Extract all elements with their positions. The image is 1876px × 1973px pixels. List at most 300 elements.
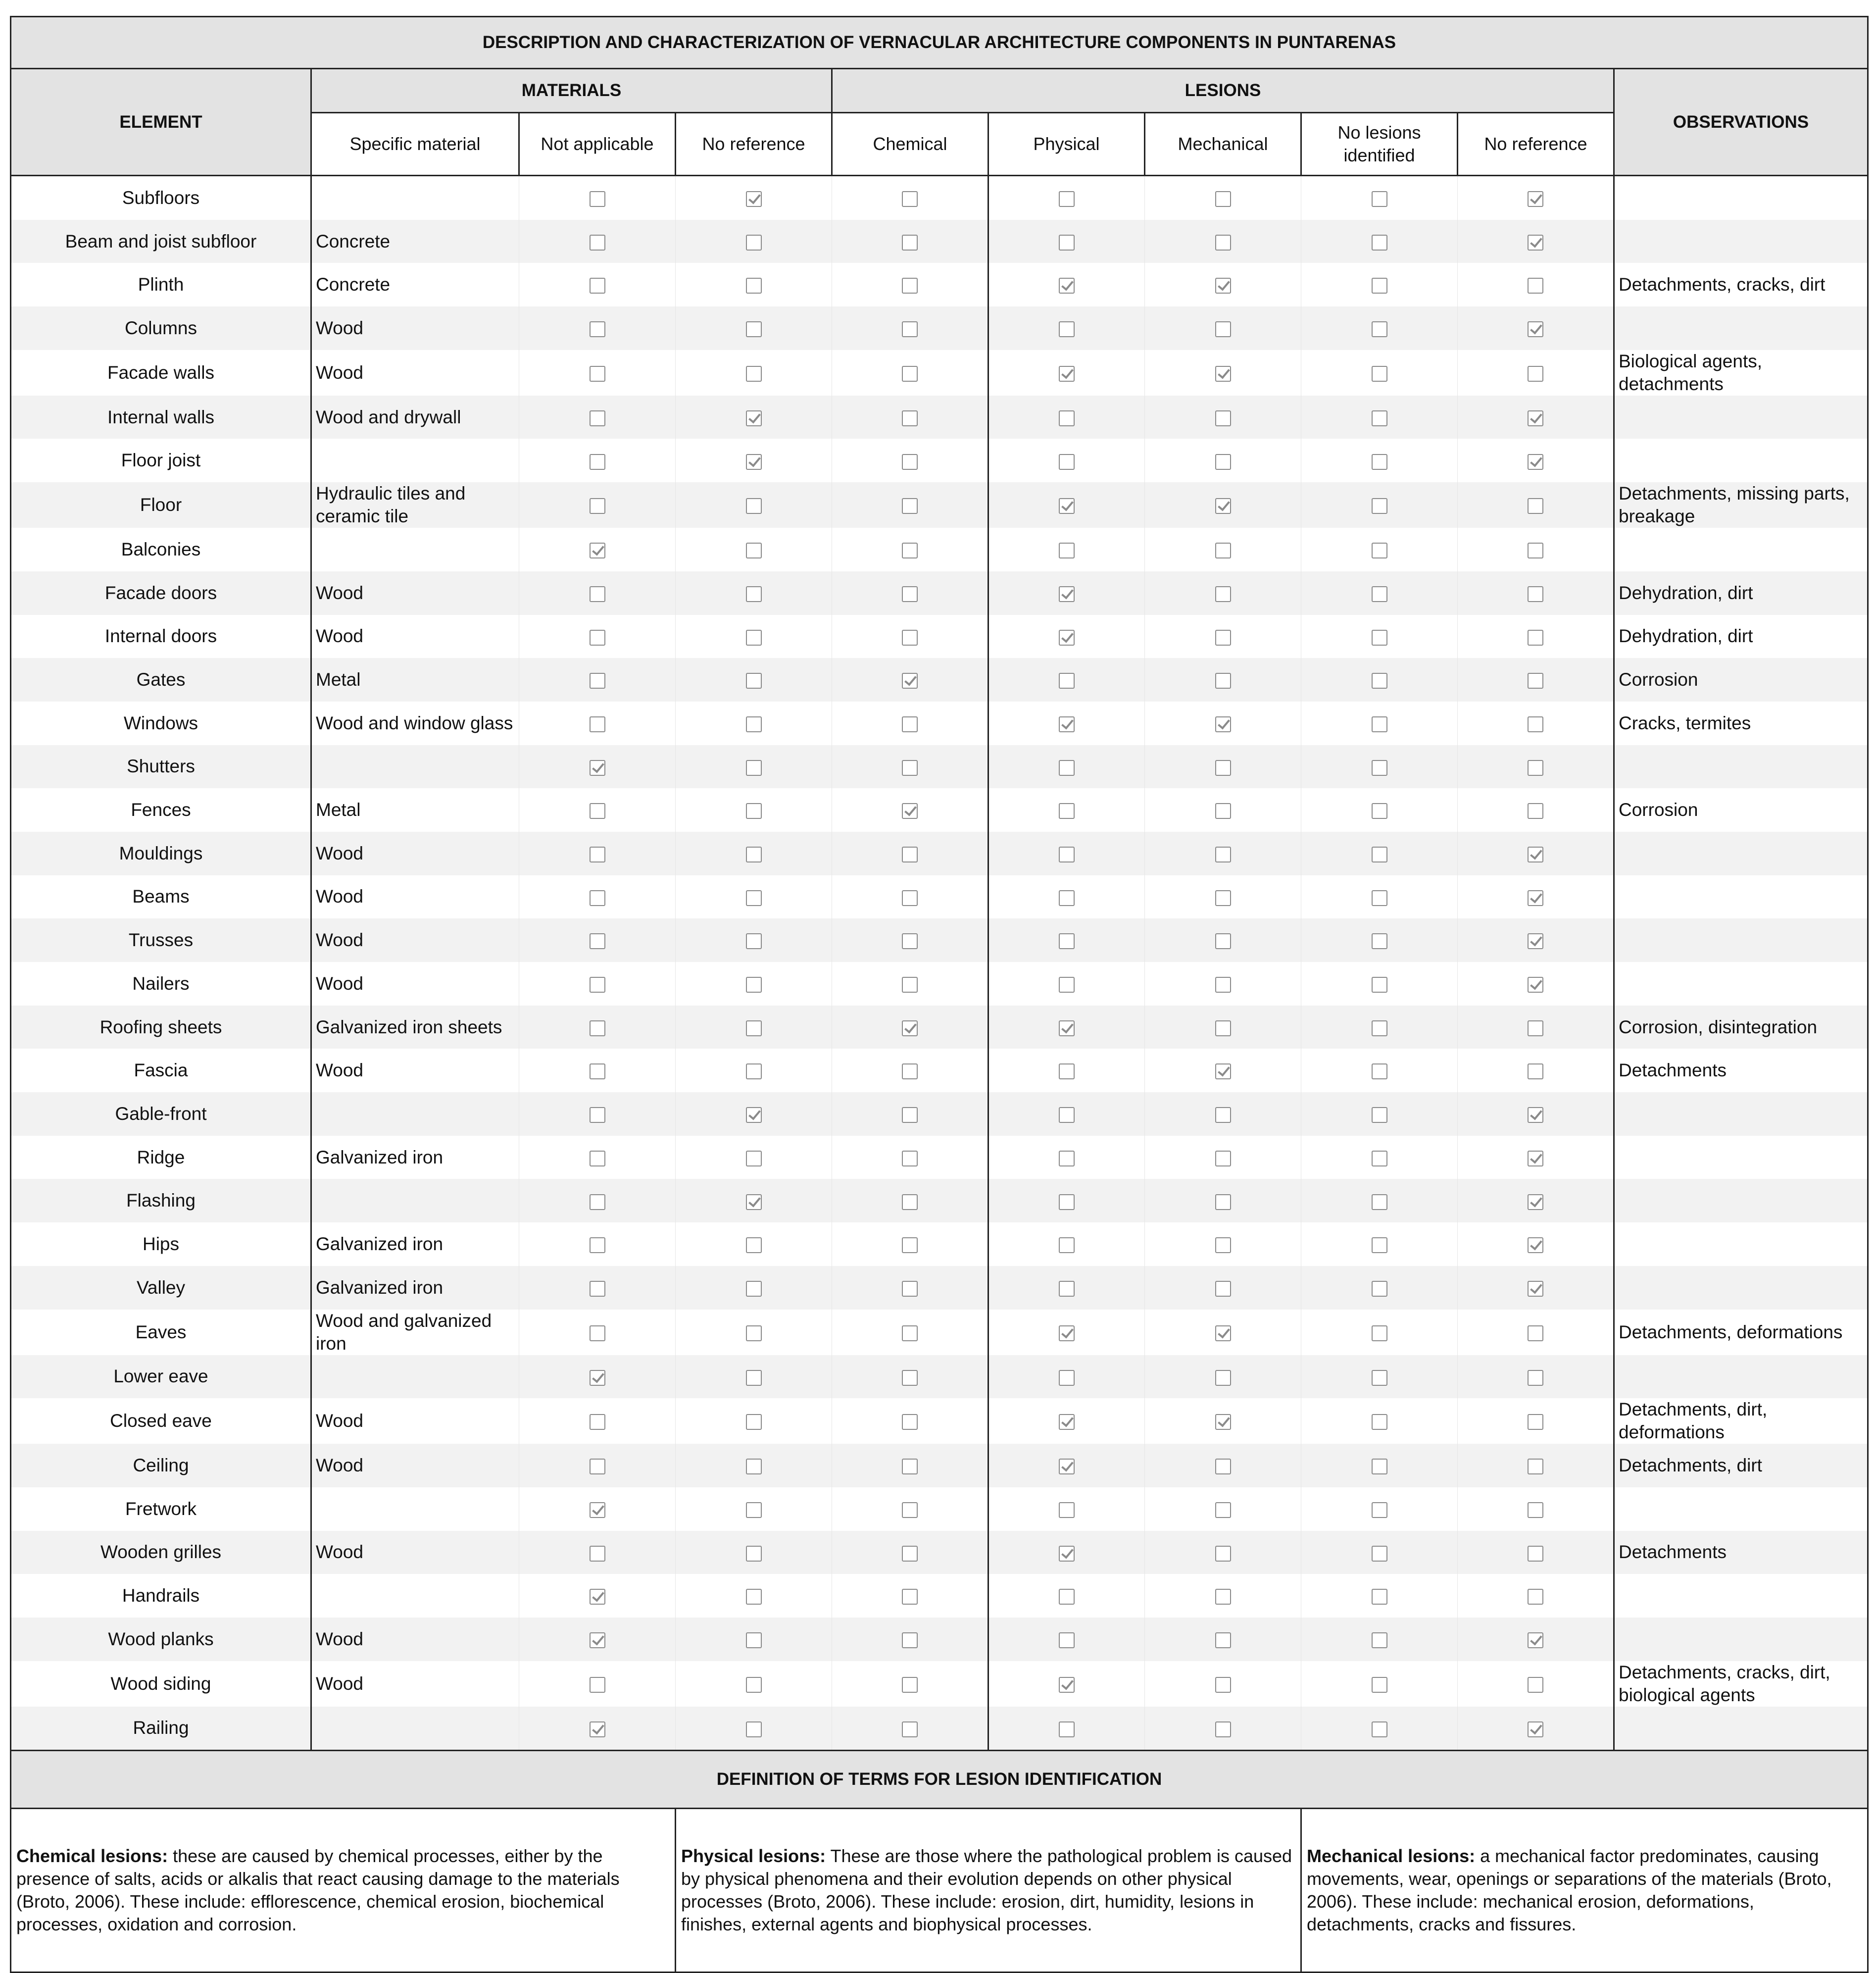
physical-cell [988,1222,1145,1266]
not-applicable-checkbox[interactable] [590,890,605,906]
not-applicable-checkbox[interactable] [590,673,605,689]
no-reference-lesions-checkbox[interactable] [1528,586,1543,602]
mechanical-checkbox[interactable] [1215,235,1231,251]
no-reference-materials-checkbox[interactable] [746,1502,762,1518]
not-applicable-checkbox[interactable] [590,321,605,337]
chemical-checkbox[interactable] [902,1020,918,1036]
not-applicable-checkbox[interactable] [590,498,605,514]
no-lesions-checkbox[interactable] [1372,1237,1387,1253]
not-applicable-checkbox[interactable] [590,586,605,602]
no-reference-materials-checkbox[interactable] [746,1459,762,1474]
not-applicable-cell [519,702,676,745]
chemical-checkbox[interactable] [902,630,918,646]
physical-checkbox[interactable] [1059,1063,1075,1079]
no-reference-lesions-checkbox[interactable] [1528,1281,1543,1297]
no-lesions-checkbox[interactable] [1372,366,1387,382]
chemical-checkbox[interactable] [902,933,918,949]
chemical-checkbox[interactable] [902,278,918,294]
mechanical-cell [1145,1222,1301,1266]
physical-checkbox[interactable] [1059,1237,1075,1253]
no-reference-lesions-checkbox[interactable] [1528,498,1543,514]
no-reference-materials-checkbox[interactable] [746,410,762,426]
no-reference-lesions-checkbox[interactable] [1528,1107,1543,1123]
not-applicable-checkbox[interactable] [590,366,605,382]
not-applicable-checkbox[interactable] [590,235,605,251]
mechanical-checkbox[interactable] [1215,410,1231,426]
no-reference-materials-checkbox[interactable] [746,1589,762,1605]
no-lesions-checkbox[interactable] [1372,1546,1387,1562]
no-reference-lesions-checkbox[interactable] [1528,1414,1543,1430]
not-applicable-checkbox[interactable] [590,410,605,426]
not-applicable-cell [519,1618,676,1661]
mechanical-checkbox[interactable] [1215,1194,1231,1210]
not-applicable-checkbox[interactable] [590,933,605,949]
not-applicable-checkbox[interactable] [590,1107,605,1123]
no-reference-lesions-checkbox[interactable] [1528,366,1543,382]
mechanical-checkbox[interactable] [1215,1502,1231,1518]
no-lesions-checkbox[interactable] [1372,1370,1387,1386]
mechanical-cell [1145,918,1301,962]
mechanical-checkbox[interactable] [1215,977,1231,993]
chemical-cell [832,962,988,1006]
no-reference-materials-checkbox[interactable] [746,1546,762,1562]
no-lesions-checkbox[interactable] [1372,1194,1387,1210]
no-reference-materials-checkbox[interactable] [746,933,762,949]
no-reference-materials-checkbox[interactable] [746,890,762,906]
chemical-checkbox[interactable] [902,1237,918,1253]
no-reference-lesions-checkbox[interactable] [1528,1063,1543,1079]
not-applicable-checkbox[interactable] [590,454,605,470]
no-reference-lesions-checkbox[interactable] [1528,1546,1543,1562]
mechanical-cell [1145,528,1301,571]
element-cell: Handrails [11,1574,311,1618]
not-applicable-checkbox[interactable] [590,1721,605,1737]
no-lesions-checkbox[interactable] [1372,321,1387,337]
no-lesions-checkbox[interactable] [1372,977,1387,993]
mechanical-checkbox[interactable] [1215,1107,1231,1123]
not-applicable-cell [519,396,676,439]
no-lesions-checkbox[interactable] [1372,1721,1387,1737]
physical-checkbox[interactable] [1059,1151,1075,1166]
table-row [11,918,1868,962]
no-reference-lesions-checkbox[interactable] [1528,1677,1543,1693]
chemical-checkbox[interactable] [902,760,918,776]
no-lesions-checkbox[interactable] [1372,1677,1387,1693]
mechanical-checkbox[interactable] [1215,1721,1231,1737]
no-lesions-checkbox[interactable] [1372,630,1387,646]
no-reference-materials-checkbox[interactable] [746,1370,762,1386]
no-reference-lesions-checkbox[interactable] [1528,1325,1543,1341]
chemical-checkbox[interactable] [902,235,918,251]
not-applicable-checkbox[interactable] [590,1589,605,1605]
chemical-checkbox[interactable] [902,1502,918,1518]
chemical-checkbox[interactable] [902,1325,918,1341]
no-reference-lesions-checkbox[interactable] [1528,803,1543,819]
mechanical-cell [1145,1618,1301,1661]
not-applicable-checkbox[interactable] [590,847,605,862]
not-applicable-checkbox[interactable] [590,1237,605,1253]
not-applicable-checkbox[interactable] [590,1459,605,1474]
no-reference-lesions-checkbox[interactable] [1528,1237,1543,1253]
chemical-checkbox[interactable] [902,366,918,382]
no-lesions-checkbox[interactable] [1372,847,1387,862]
not-applicable-checkbox[interactable] [590,1546,605,1562]
not-applicable-checkbox[interactable] [590,1020,605,1036]
mechanical-checkbox[interactable] [1215,890,1231,906]
chemical-checkbox[interactable] [902,977,918,993]
chemical-checkbox[interactable] [902,716,918,732]
chemical-cell [832,396,988,439]
chemical-checkbox[interactable] [902,1632,918,1648]
no-lesions-checkbox[interactable] [1372,716,1387,732]
mechanical-checkbox[interactable] [1215,454,1231,470]
not-applicable-cell [519,1222,676,1266]
no-reference-lesions-checkbox[interactable] [1528,1502,1543,1518]
chemical-checkbox[interactable] [902,498,918,514]
no-reference-lesions-checkbox[interactable] [1528,410,1543,426]
chemical-checkbox[interactable] [902,543,918,558]
no-reference-lesions-checkbox[interactable] [1528,235,1543,251]
no-reference-lesions-checkbox[interactable] [1528,278,1543,294]
mechanical-checkbox[interactable] [1215,1281,1231,1297]
physical-checkbox[interactable] [1059,1459,1075,1474]
material-cell: Wood [311,1531,519,1574]
no-lesions-checkbox[interactable] [1372,191,1387,207]
no-lesions-header: No lesions identified [1301,113,1458,176]
no-lesions-checkbox[interactable] [1372,803,1387,819]
physical-checkbox[interactable] [1059,191,1075,207]
chemical-checkbox[interactable] [902,1063,918,1079]
physical-checkbox[interactable] [1059,1589,1075,1605]
no-lesions-checkbox[interactable] [1372,1632,1387,1648]
chemical-checkbox[interactable] [902,1370,918,1386]
no-reference-materials-checkbox[interactable] [746,1632,762,1648]
no-lesions-checkbox[interactable] [1372,1020,1387,1036]
no-reference-lesions-checkbox[interactable] [1528,847,1543,862]
physical-checkbox[interactable] [1059,543,1075,558]
material-cell [311,1092,519,1136]
physical-checkbox[interactable] [1059,1721,1075,1737]
mechanical-checkbox[interactable] [1215,803,1231,819]
mechanical-checkbox[interactable] [1215,586,1231,602]
no-reference-lesions-checkbox[interactable] [1528,630,1543,646]
physical-checkbox[interactable] [1059,1414,1075,1430]
no-reference-materials-cell [676,832,832,875]
no-reference-lesions-cell [1458,439,1614,482]
no-lesions-checkbox[interactable] [1372,543,1387,558]
mechanical-checkbox[interactable] [1215,1546,1231,1562]
not-applicable-checkbox[interactable] [590,1151,605,1166]
chemical-checkbox[interactable] [902,1459,918,1474]
no-lesions-cell [1301,220,1458,263]
not-applicable-checkbox[interactable] [590,1194,605,1210]
no-reference-materials-checkbox[interactable] [746,1414,762,1430]
chemical-checkbox[interactable] [902,803,918,819]
no-lesions-checkbox[interactable] [1372,890,1387,906]
physical-checkbox[interactable] [1059,1546,1075,1562]
physical-checkbox[interactable] [1059,977,1075,993]
no-lesions-checkbox[interactable] [1372,498,1387,514]
not-applicable-checkbox[interactable] [590,278,605,294]
not-applicable-checkbox[interactable] [590,1063,605,1079]
chemical-checkbox[interactable] [902,1677,918,1693]
physical-checkbox[interactable] [1059,847,1075,862]
physical-checkbox[interactable] [1059,1107,1075,1123]
chemical-checkbox[interactable] [902,1107,918,1123]
no-lesions-checkbox[interactable] [1372,410,1387,426]
no-lesions-checkbox[interactable] [1372,1502,1387,1518]
material-cell: Wood and window glass [311,702,519,745]
physical-checkbox[interactable] [1059,1502,1075,1518]
chemical-checkbox[interactable] [902,847,918,862]
no-reference-materials-checkbox[interactable] [746,1281,762,1297]
no-lesions-checkbox[interactable] [1372,1414,1387,1430]
no-reference-materials-checkbox[interactable] [746,191,762,207]
physical-checkbox[interactable] [1059,803,1075,819]
no-reference-lesions-checkbox[interactable] [1528,1194,1543,1210]
mechanical-checkbox[interactable] [1215,1325,1231,1341]
no-reference-materials-checkbox[interactable] [746,760,762,776]
no-reference-materials-checkbox[interactable] [746,1107,762,1123]
mechanical-cell [1145,439,1301,482]
no-lesions-checkbox[interactable] [1372,1151,1387,1166]
chemical-checkbox[interactable] [902,673,918,689]
mechanical-checkbox[interactable] [1215,1632,1231,1648]
not-applicable-checkbox[interactable] [590,716,605,732]
chemical-checkbox[interactable] [902,1546,918,1562]
no-reference-lesions-checkbox[interactable] [1528,543,1543,558]
chemical-checkbox[interactable] [902,1589,918,1605]
no-reference-materials-checkbox[interactable] [746,1325,762,1341]
element-cell: Fascia [11,1049,311,1092]
not-applicable-checkbox[interactable] [590,1677,605,1693]
not-applicable-checkbox[interactable] [590,1370,605,1386]
no-reference-materials-checkbox[interactable] [746,1237,762,1253]
chemical-cell [832,571,988,615]
physical-checkbox[interactable] [1059,586,1075,602]
no-reference-materials-checkbox[interactable] [746,630,762,646]
physical-checkbox[interactable] [1059,235,1075,251]
physical-checkbox[interactable] [1059,1677,1075,1693]
no-reference-lesions-checkbox[interactable] [1528,1151,1543,1166]
physical-checkbox[interactable] [1059,890,1075,906]
no-reference-lesions-checkbox[interactable] [1528,1459,1543,1474]
no-lesions-checkbox[interactable] [1372,454,1387,470]
no-lesions-checkbox[interactable] [1372,1459,1387,1474]
chemical-checkbox[interactable] [902,1281,918,1297]
physical-checkbox[interactable] [1059,454,1075,470]
physical-checkbox[interactable] [1059,630,1075,646]
material-cell: Wood [311,962,519,1006]
no-reference-lesions-checkbox[interactable] [1528,673,1543,689]
no-reference-materials-checkbox[interactable] [746,847,762,862]
mechanical-checkbox[interactable] [1215,673,1231,689]
no-reference-lesions-checkbox[interactable] [1528,1721,1543,1737]
chemical-checkbox[interactable] [902,1151,918,1166]
mechanical-checkbox[interactable] [1215,278,1231,294]
element-cell: Roofing sheets [11,1006,311,1049]
chemical-checkbox[interactable] [902,1721,918,1737]
no-lesions-checkbox[interactable] [1372,235,1387,251]
no-reference-lesions-checkbox[interactable] [1528,454,1543,470]
no-reference-materials-checkbox[interactable] [746,1721,762,1737]
physical-checkbox[interactable] [1059,410,1075,426]
chemical-checkbox[interactable] [902,1414,918,1430]
observation-cell: Detachments, dirt, deformations [1614,1398,1868,1444]
chemical-checkbox[interactable] [902,586,918,602]
mechanical-checkbox[interactable] [1215,1237,1231,1253]
physical-cell [988,1355,1145,1399]
no-reference-lesions-cell [1458,1531,1614,1574]
no-reference-materials-checkbox[interactable] [746,716,762,732]
no-lesions-cell [1301,306,1458,350]
table-row [11,962,1868,1006]
chemical-checkbox[interactable] [902,191,918,207]
no-reference-materials-checkbox[interactable] [746,1194,762,1210]
chemical-checkbox[interactable] [902,321,918,337]
not-applicable-checkbox[interactable] [590,543,605,558]
not-applicable-cell [519,658,676,702]
mechanical-checkbox[interactable] [1215,847,1231,862]
no-reference-materials-checkbox[interactable] [746,1063,762,1079]
not-applicable-checkbox[interactable] [590,630,605,646]
observation-cell: Detachments, missing parts, breakage [1614,482,1868,528]
no-reference-materials-checkbox[interactable] [746,366,762,382]
no-reference-materials-checkbox[interactable] [746,278,762,294]
physical-checkbox[interactable] [1059,1020,1075,1036]
no-reference-materials-checkbox[interactable] [746,498,762,514]
mechanical-checkbox[interactable] [1215,498,1231,514]
no-reference-materials-cell [676,263,832,306]
chemical-checkbox[interactable] [902,410,918,426]
physical-checkbox[interactable] [1059,716,1075,732]
no-lesions-checkbox[interactable] [1372,1063,1387,1079]
observation-cell [1614,1136,1868,1179]
no-reference-lesions-checkbox[interactable] [1528,933,1543,949]
no-reference-lesions-checkbox[interactable] [1528,1020,1543,1036]
no-reference-materials-checkbox[interactable] [746,454,762,470]
no-reference-materials-checkbox[interactable] [746,1677,762,1693]
mechanical-checkbox[interactable] [1215,191,1231,207]
no-reference-lesions-checkbox[interactable] [1528,321,1543,337]
mechanical-checkbox[interactable] [1215,1063,1231,1079]
no-reference-materials-cell [676,1006,832,1049]
mechanical-checkbox[interactable] [1215,543,1231,558]
chemical-checkbox[interactable] [902,454,918,470]
no-reference-materials-checkbox[interactable] [746,673,762,689]
no-lesions-checkbox[interactable] [1372,1281,1387,1297]
no-lesions-checkbox[interactable] [1372,933,1387,949]
not-applicable-checkbox[interactable] [590,191,605,207]
no-reference-lesions-checkbox[interactable] [1528,1589,1543,1605]
mechanical-checkbox[interactable] [1215,1370,1231,1386]
no-lesions-cell [1301,1661,1458,1707]
physical-checkbox[interactable] [1059,760,1075,776]
not-applicable-checkbox[interactable] [590,1325,605,1341]
no-lesions-cell [1301,176,1458,220]
physical-checkbox[interactable] [1059,1194,1075,1210]
no-reference-lesions-checkbox[interactable] [1528,1370,1543,1386]
no-lesions-checkbox[interactable] [1372,1589,1387,1605]
not-applicable-checkbox[interactable] [590,977,605,993]
mechanical-checkbox[interactable] [1215,933,1231,949]
physical-checkbox[interactable] [1059,278,1075,294]
observation-cell: Detachments, cracks, dirt [1614,263,1868,306]
mechanical-checkbox[interactable] [1215,1459,1231,1474]
no-reference-materials-cell [676,1310,832,1355]
mechanical-checkbox[interactable] [1215,1151,1231,1166]
element-header: ELEMENT [11,69,311,176]
table-row [11,263,1868,306]
no-reference-materials-checkbox[interactable] [746,803,762,819]
no-reference-materials-checkbox[interactable] [746,235,762,251]
lesions-header: LESIONS [832,69,1614,113]
physical-checkbox[interactable] [1059,673,1075,689]
mechanical-checkbox[interactable] [1215,1589,1231,1605]
physical-checkbox[interactable] [1059,933,1075,949]
no-lesions-checkbox[interactable] [1372,1325,1387,1341]
element-cell: Balconies [11,528,311,571]
no-reference-lesions-checkbox[interactable] [1528,977,1543,993]
mechanical-checkbox[interactable] [1215,1414,1231,1430]
no-lesions-checkbox[interactable] [1372,1107,1387,1123]
material-cell: Galvanized iron [311,1136,519,1179]
not-applicable-checkbox[interactable] [590,1502,605,1518]
no-reference-lesions-checkbox[interactable] [1528,1632,1543,1648]
physical-checkbox[interactable] [1059,1325,1075,1341]
physical-checkbox[interactable] [1059,1370,1075,1386]
mechanical-checkbox[interactable] [1215,366,1231,382]
no-lesions-checkbox[interactable] [1372,278,1387,294]
not-applicable-checkbox[interactable] [590,760,605,776]
no-reference-lesions-checkbox[interactable] [1528,191,1543,207]
no-reference-materials-checkbox[interactable] [746,543,762,558]
mechanical-checkbox[interactable] [1215,760,1231,776]
physical-checkbox[interactable] [1059,1632,1075,1648]
not-applicable-checkbox[interactable] [590,1281,605,1297]
no-reference-materials-checkbox[interactable] [746,586,762,602]
no-reference-lesions-checkbox[interactable] [1528,890,1543,906]
no-reference-materials-checkbox[interactable] [746,977,762,993]
no-lesions-checkbox[interactable] [1372,673,1387,689]
physical-cell [988,1444,1145,1487]
mechanical-term: Mechanical lesions: [1307,1846,1476,1867]
mechanical-checkbox[interactable] [1215,1677,1231,1693]
physical-checkbox[interactable] [1059,1281,1075,1297]
mechanical-checkbox[interactable] [1215,630,1231,646]
no-reference-materials-checkbox[interactable] [746,1020,762,1036]
mechanical-checkbox[interactable] [1215,321,1231,337]
no-lesions-checkbox[interactable] [1372,760,1387,776]
mechanical-checkbox[interactable] [1215,716,1231,732]
observation-cell [1614,528,1868,571]
mechanical-checkbox[interactable] [1215,1020,1231,1036]
not-applicable-checkbox[interactable] [590,1414,605,1430]
no-reference-lesions-checkbox[interactable] [1528,760,1543,776]
not-applicable-checkbox[interactable] [590,803,605,819]
no-lesions-cell [1301,875,1458,919]
chemical-checkbox[interactable] [902,890,918,906]
chemical-checkbox[interactable] [902,1194,918,1210]
physical-checkbox[interactable] [1059,321,1075,337]
physical-checkbox[interactable] [1059,366,1075,382]
no-reference-materials-checkbox[interactable] [746,1151,762,1166]
no-reference-lesions-checkbox[interactable] [1528,716,1543,732]
no-lesions-checkbox[interactable] [1372,586,1387,602]
no-reference-materials-checkbox[interactable] [746,321,762,337]
not-applicable-checkbox[interactable] [590,1632,605,1648]
physical-checkbox[interactable] [1059,498,1075,514]
